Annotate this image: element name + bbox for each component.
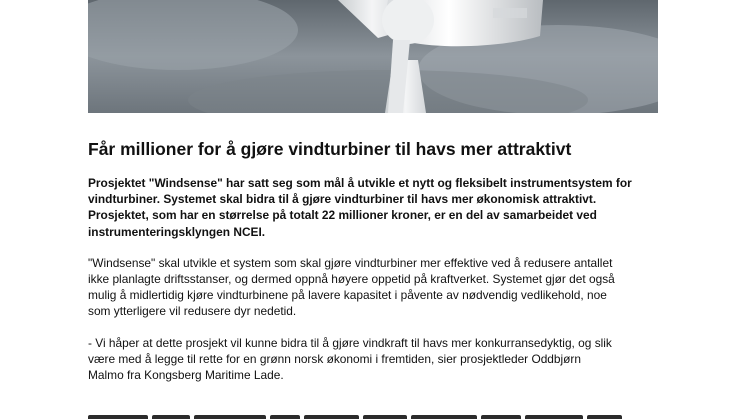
lead-line: instrumenteringsklyngen NCEI. (88, 224, 266, 239)
cropped-text-line (88, 410, 658, 419)
cropped-word (587, 415, 622, 419)
cropped-word (525, 415, 583, 419)
cropped-word (304, 415, 359, 419)
paragraph-line: mulig å midlertidig kjøre vindturbinene på lavere kapasitet i påvente av nødvendig vedlikehold, noe (88, 288, 607, 303)
cropped-word (481, 415, 521, 419)
article-paragraph (88, 335, 658, 384)
article (88, 138, 658, 398)
cropped-word (411, 415, 477, 419)
article-paragraph (88, 255, 658, 320)
paragraph-line: - Vi håper at dette prosjekt vil kunne bidra til å gjøre vindkraft til havs mer konkurransedyktig, og slik (88, 335, 612, 350)
article-lead (88, 175, 658, 240)
article-headline: Får millioner for å gjøre vindturbiner til havs mer attraktivt (88, 139, 572, 159)
paragraph-line: ikke planlagte driftsstanser, og dermed oppnå høyere oppetid på kraftverket. Systemet gjør det også (88, 272, 615, 287)
cropped-word (363, 415, 407, 419)
cropped-word (152, 415, 190, 419)
cropped-word (270, 415, 300, 419)
cropped-word (194, 415, 266, 419)
paragraph-line: "Windsense" skal utvikle et system som skal gjøre vindturbiner mer effektive ved å redusere antallet (88, 255, 613, 270)
cropped-word (88, 415, 148, 419)
paragraph-line: være med å legge til rette for en grønn norsk økonomi i fremtiden, sier prosjektleder Oddbjørn (88, 351, 582, 366)
paragraph-line: Malmo fra Kongsberg Maritime Lade. (88, 368, 284, 383)
wind-turbine-photo (88, 0, 658, 113)
lead-line: Prosjektet "Windsense" har satt seg som mål å utvikle et nytt og fleksibelt instrumentsystem for (88, 176, 632, 190)
lead-line: Prosjektet, som har en størrelse på totalt 22 millioner kroner, er en del av samarbeidet ved (88, 208, 597, 223)
wind-turbine-icon (88, 0, 658, 113)
lead-line: vindturbiner. Systemet skal bidra til å gjøre vindturbiner til havs mer økonomisk attraktivt. (88, 192, 597, 207)
paragraph-line: som ytterligere vil redusere dyr nedetid. (88, 304, 297, 319)
